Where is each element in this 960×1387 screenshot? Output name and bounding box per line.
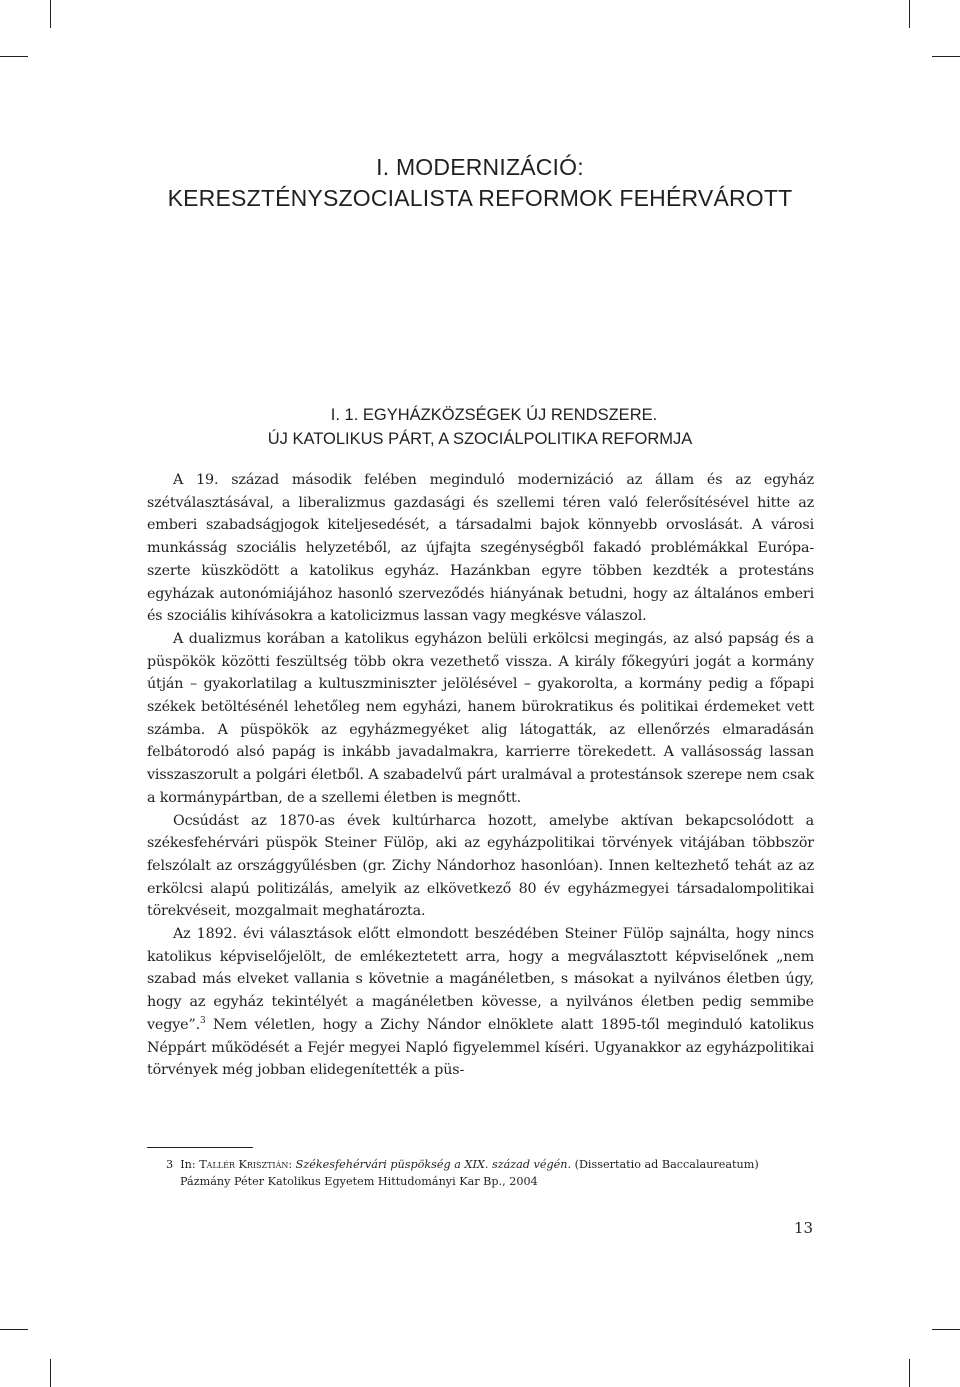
- crop-mark: [932, 1329, 960, 1330]
- crop-mark: [50, 1359, 51, 1387]
- footnote-prefix: In:: [180, 1158, 200, 1171]
- footnote: [166, 1156, 826, 1190]
- footnote-reference[interactable]: 3: [200, 1016, 206, 1027]
- body-text: [147, 469, 814, 1082]
- footnote-colon: :: [288, 1158, 296, 1171]
- footnote-author: Tallér Krisztián: [199, 1158, 289, 1171]
- crop-mark: [909, 1359, 910, 1387]
- footnote-line-1: [166, 1156, 826, 1173]
- footnote-rest: (Dissertatio ad Baccalaureatum): [571, 1158, 759, 1171]
- paragraph: Ocsúdást az 1870-as évek kultúrharca hozott, amelybe aktívan bekapcsolódott a székesfehérvári püspök Steiner Fülöp, aki az egyházpolitikai törvények vitájában többször felszólalt az országgyűlésben (gr. Zichy Nándorhoz hasonlóan). Innen keltezhető tehát az az erkölcsi alapú politizálás, amelyik az elkövetkező 80 év egyházmegyei társadalompolitikai törekvéseit, mozgalmait meghatározta.: [147, 812, 814, 920]
- paragraph-text: Nem véletlen, hogy a Zichy Nándor elnöklete alatt 1895-től meginduló katolikus Néppárt működését a Fejér megyei Napló figyelemmel kíséri. Ugyanakkor az egyházpolitikai törvények még jobban elidegenítették a püs-: [147, 1016, 814, 1079]
- footnote-title: Székesfehérvári püspökség a XIX. század végén.: [295, 1158, 572, 1171]
- section-title-line-1: I. 1. EGYHÁZKÖZSÉGEK ÚJ RENDSZERE.: [330, 406, 658, 424]
- section-title-line-2: ÚJ KATOLIKUS PÁRT, A SZOCIÁLPOLITIKA REFORMJA: [267, 430, 693, 448]
- chapter-title: [0, 152, 960, 214]
- chapter-title-line-2: KERESZTÉNYSZOCIALISTA REFORMOK FEHÉRVÁROTT: [167, 185, 793, 211]
- crop-mark: [909, 0, 910, 28]
- footnote-rule: [147, 1147, 253, 1148]
- paragraph-text: Az 1892. évi választások előtt elmondott beszédében Steiner Fülöp sajnálta, hogy nincs katolikus képviselőjelölt, de emlékeztetett arra, hogy a megválasztott képviselőnek „nem szabad más elveket vallania s követnie a magánéletben, s másokat a nyilvános életben úgy, hogy az egyház tekintélyét a magánéletben kövesse, a nyilvános életben pedig semmibe vegye”.: [147, 926, 814, 1033]
- paragraph: [147, 923, 814, 1082]
- footnote-number: 3: [166, 1158, 174, 1171]
- chapter-title-line-1: I. MODERNIZÁCIÓ:: [376, 154, 584, 180]
- paragraph: A dualizmus korában a katolikus egyházon belüli erkölcsi megingás, az alsó papság és a püspökök közötti feszültség több okra vezethető vissza. A király főkegyúri jogát a kormány útján – gyakorlatilag a kultuszminiszter jelölésével – gyakorolta, a kormány pedig a főpapi székek betöltésénél lehetőleg nem egyházi, hanem bürokratikus és politikai érdemeket vett számba. A püspökök az egyházmegyéket alig látogatták, az ellenőrzés elmaradásán felbátorodó alsó papág is inkább javadalmakra, karrierre törekedett. A vallásosság lassan visszaszorult a polgári életből. A szabadelvű párt uralmával a protestánsok szerepe nem csak a kormánypártban, de a szellemi életben is megnőtt.: [147, 630, 814, 806]
- section-title: [0, 403, 960, 451]
- crop-mark: [0, 1329, 28, 1330]
- paragraph: A 19. század második felében meginduló modernizáció az állam és az egyház szétválasztásával, a liberalizmus gazdasági és szellemi téren való felerősítésével hitte az emberi szabadságjogok kiteljesedését, a társadalmi bajok könnyebb orvoslását. A városi munkásság szociális helyzetéből, az újfajta szegénységből fakadó problémákkal Európa-szerte küszködött a katolikus egyház. Hazánkban egyre többen kezdték a protestáns egyházak autonómiájához hasonló szerveződés hiányának betudni, hogy az általános emberi és szociális kihívásokra a katolicizmus lassan vagy megkésve válaszol.: [147, 472, 814, 625]
- crop-mark: [0, 56, 28, 57]
- crop-mark: [50, 0, 51, 28]
- page-number: 13: [794, 1219, 814, 1237]
- footnote-line-2: Pázmány Péter Katolikus Egyetem Hittudományi Kar Bp., 2004: [180, 1175, 538, 1188]
- crop-mark: [932, 56, 960, 57]
